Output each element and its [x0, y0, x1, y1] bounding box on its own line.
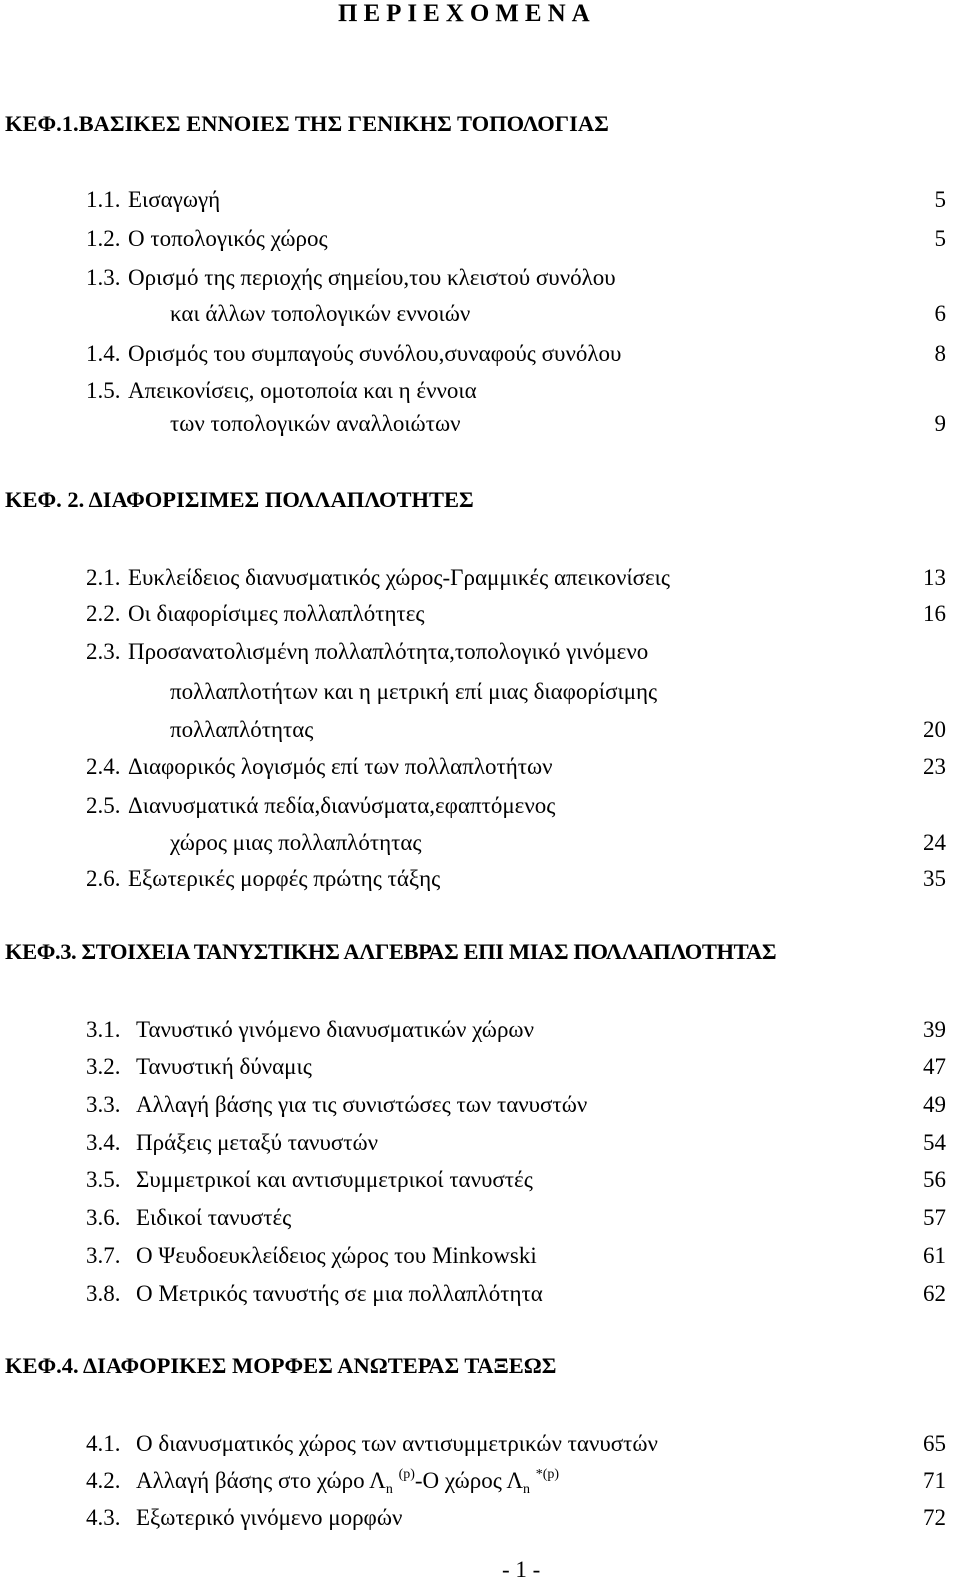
toc-entry-title-with-math: [136, 1467, 559, 1499]
toc-entry-number: 3.2.: [86, 1054, 121, 1079]
toc-entry-page: 6: [934, 301, 946, 326]
toc-entry-title: Τανυστικό γινόμενο διανυσματικών χώρων: [136, 1017, 534, 1042]
toc-entry-page: 54: [923, 1130, 946, 1155]
toc-entry-title: Συμμετρικοί και αντισυμμετρικοί τανυστές: [136, 1167, 533, 1192]
toc-entry-title: Τανυστική δύναμις: [136, 1054, 312, 1079]
toc-entry-number: 2.4.: [86, 754, 121, 779]
chapter-2-heading: ΚΕΦ. 2. ΔΙΑΦΟΡΙΣΙΜΕΣ ΠΟΛΛΑΠΛΟΤΗΤΕΣ: [5, 487, 474, 512]
toc-entry-number: 3.6.: [86, 1205, 121, 1230]
toc-entry-page: 57: [923, 1205, 946, 1230]
toc-entry-page: 35: [923, 866, 946, 891]
toc-entry-number: 3.4.: [86, 1130, 121, 1155]
toc-entry-number: 1.2.: [86, 226, 121, 251]
toc-entry-title: Διαφορικός λογισμός επί των πολλαπλοτήτων: [128, 754, 553, 779]
toc-entry-title: Απεικονίσεις, ομοτοποία και η έννοια: [128, 378, 477, 403]
toc-entry-page: 47: [923, 1054, 946, 1079]
toc-entry-title-continued: χώρος μιας πολλαπλότητας: [170, 830, 422, 855]
toc-entry-page: 39: [923, 1017, 946, 1042]
toc-entry-title: Εισαγωγή: [128, 187, 221, 212]
toc-entry-title: Ο τοπολογικός χώρος: [128, 226, 328, 251]
toc-entry-number: 2.6.: [86, 866, 121, 891]
toc-entry-page: 62: [923, 1281, 946, 1306]
toc-entry-title: Εξωτερικό γινόμενο μορφών: [136, 1505, 403, 1530]
toc-entry-title: Ορισμός του συμπαγούς συνόλου,συναφούς συνόλου: [128, 341, 622, 366]
toc-entry-page: 5: [934, 226, 946, 251]
toc-entry-title: Ορισμό της περιοχής σημείου,του κλειστού συνόλου: [128, 265, 616, 290]
toc-entry-title: Οι διαφορίσιμες πολλαπλότητες: [128, 601, 425, 626]
toc-entry-number: 1.1.: [86, 187, 121, 212]
toc-entry-number: 4.2.: [86, 1468, 121, 1493]
toc-entry-page: 65: [923, 1431, 946, 1456]
toc-entry-page: 23: [923, 754, 946, 779]
toc-entry-title-part: Αλλαγή βάσης στο χώρο Λ: [136, 1468, 386, 1493]
toc-entry-number: 2.5.: [86, 793, 121, 818]
toc-entry-page: 9: [934, 411, 946, 436]
toc-entry-title-continued: πολλαπλοτήτων και η μετρική επί μιας διαφορίσιμης: [170, 679, 658, 704]
chapter-4-heading: ΚΕΦ.4. ΔΙΑΦΟΡΙΚΕΣ ΜΟΡΦΕΣ ΑΝΩΤΕΡΑΣ ΤΑΞΕΩΣ: [5, 1353, 557, 1378]
toc-entry-page: 72: [923, 1505, 946, 1530]
toc-entry-number: 2.1.: [86, 565, 121, 590]
toc-entry-number: 2.3.: [86, 639, 121, 664]
toc-entry-title: Ειδικοί τανυστές: [136, 1205, 292, 1230]
toc-entry-title: Αλλαγή βάσης για τις συνιστώσες των τανυστών: [136, 1092, 588, 1117]
toc-entry-page: 71: [923, 1468, 946, 1493]
math-superscript: *(p): [535, 1467, 560, 1482]
toc-entry-title: Ευκλείδειος διανυσματικός χώρος-Γραμμικές απεικονίσεις: [128, 565, 670, 590]
toc-entry-number: 1.4.: [86, 341, 121, 366]
toc-entry-number: 1.3.: [86, 265, 121, 290]
chapter-3-heading: ΚΕΦ.3. ΣΤΟΙΧΕΙΑ ΤΑΝΥΣΤΙΚΗΣ ΑΛΓΕΒΡΑΣ ΕΠΙ ΜΙΑΣ ΠΟΛΛΑΠΛΟΤΗΤΑΣ: [5, 939, 777, 964]
toc-entry-title-part: -Ο χώρος Λ: [414, 1468, 523, 1493]
toc-entry-number: 1.5.: [86, 378, 121, 403]
toc-entry-title: Ο διανυσματικός χώρος των αντισυμμετρικών τανυστών: [136, 1431, 658, 1456]
toc-entry-page: 13: [923, 565, 946, 590]
toc-entry-number: 3.7.: [86, 1243, 121, 1268]
toc-entry-number: 3.1.: [86, 1017, 121, 1042]
toc-entry-page: 24: [923, 830, 946, 855]
toc-entry-page: 5: [934, 187, 946, 212]
toc-entry-number: 3.8.: [86, 1281, 121, 1306]
toc-entry-title: Προσανατολισμένη πολλαπλότητα,τοπολογικό γινόμενο: [128, 639, 649, 664]
toc-entry-page: 56: [923, 1167, 946, 1192]
toc-entry-number: 4.1.: [86, 1431, 121, 1456]
toc-entry-number: 3.3.: [86, 1092, 121, 1117]
toc-entry-page: 16: [923, 601, 946, 626]
page-number: - 1 -: [502, 1557, 541, 1582]
page-title: ΠΕΡΙΕΧΟΜΕΝΑ: [338, 0, 596, 27]
toc-entry-title: Ο Μετρικός τανυστής σε μια πολλαπλότητα: [136, 1281, 543, 1306]
toc-entry-page: 61: [923, 1243, 946, 1268]
toc-entry-title: Διανυσματικά πεδία,διανύσματα,εφαπτόμενος: [128, 793, 556, 818]
toc-entry-number: 4.3.: [86, 1505, 121, 1530]
toc-entry-number: 3.5.: [86, 1167, 121, 1192]
math-subscript: n: [523, 1482, 530, 1497]
toc-entry-title-continued: πολλαπλότητας: [170, 717, 314, 742]
toc-entry-title: Πράξεις μεταξύ τανυστών: [136, 1130, 379, 1155]
toc-entry-number: 2.2.: [86, 601, 121, 626]
toc-entry-page: 8: [934, 341, 946, 366]
toc-entry-title: Εξωτερικές μορφές πρώτης τάξης: [128, 866, 441, 891]
toc-entry-title-continued: των τοπολογικών αναλλοιώτων: [170, 411, 461, 436]
math-subscript: n: [385, 1482, 393, 1497]
chapter-1-heading: ΚΕΦ.1.ΒΑΣΙΚΕΣ ΕΝΝΟΙΕΣ ΤΗΣ ΓΕΝΙΚΗΣ ΤΟΠΟΛΟΓΙΑΣ: [5, 111, 609, 136]
math-superscript: (p): [398, 1467, 415, 1482]
toc-entry-page: 20: [923, 717, 946, 742]
toc-entry-title: Ο Ψευδοευκλείδειος χώρος του Minkowski: [136, 1243, 537, 1268]
toc-entry-title-continued: και άλλων τοπολογικών εννοιών: [170, 301, 471, 326]
toc-entry-page: 49: [923, 1092, 946, 1117]
